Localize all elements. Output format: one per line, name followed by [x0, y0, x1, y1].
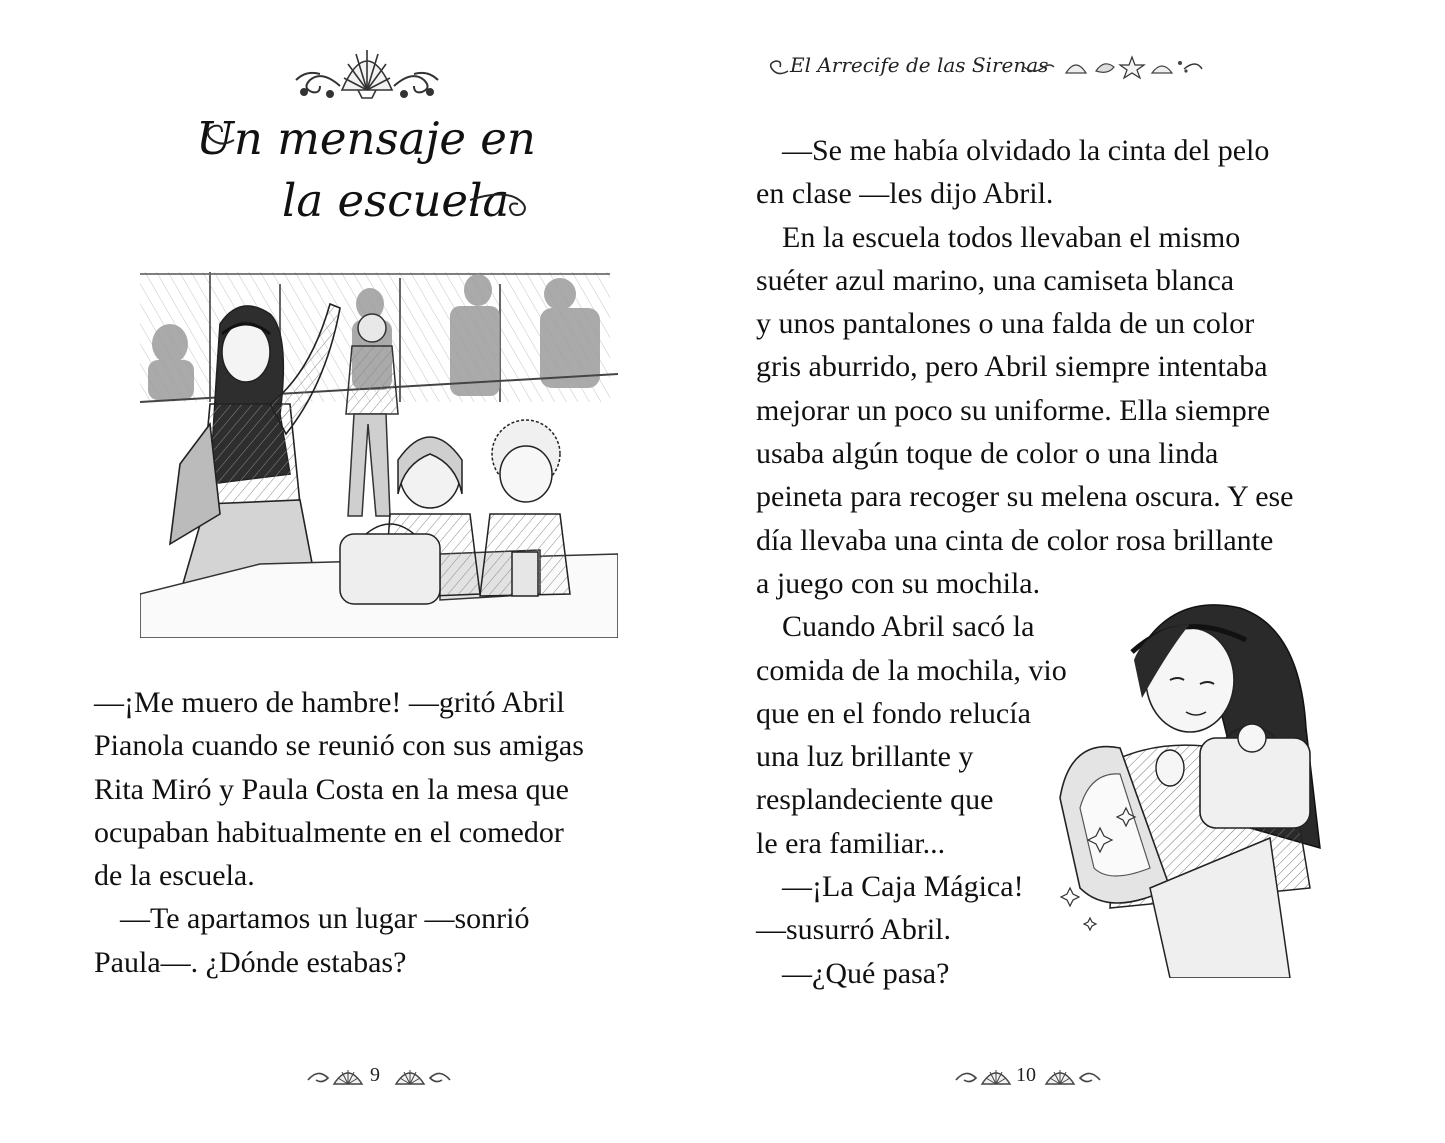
running-header	[762, 53, 1382, 83]
chapter-title	[196, 108, 596, 232]
running-header-title: El Arrecife de las Sirenas	[790, 53, 1049, 77]
text-line: mejorar un poco su uniforme. Ella siempre	[756, 393, 1271, 427]
shell-folio-ornament-icon	[304, 1064, 366, 1088]
text-line: peineta para recoger su melena oscura. Y ese	[756, 480, 1294, 514]
text-line: le era familiar...	[756, 826, 946, 860]
text-line: suéter azul marino, una camiseta blanca	[756, 263, 1235, 297]
text-line: Cuando Abril sacó la	[782, 610, 1035, 644]
left-page-body-text	[94, 681, 654, 984]
seashells-starfish-ornament-icon	[1024, 53, 1204, 81]
text-line: que en el fondo relucía	[756, 696, 1031, 730]
text-line: —¿Qué pasa?	[782, 956, 950, 990]
text-line: a juego con su mochila.	[756, 566, 1041, 600]
girl-with-lunchbox-illustration	[1050, 588, 1350, 978]
cafeteria-scene-illustration	[140, 264, 618, 638]
page-number: 9	[370, 1064, 380, 1086]
text-line: usaba algún toque de color o una linda	[756, 437, 1219, 471]
text-line: gris aburrido, pero Abril siempre intentaba	[756, 350, 1268, 384]
text-line: una luz brillante y	[756, 740, 974, 774]
header-swirl-left-icon	[766, 57, 790, 77]
page-number: 10	[1016, 1064, 1036, 1086]
title-flourish-left-icon	[200, 118, 236, 153]
left-page	[0, 0, 722, 1143]
text-line: —Te apartamos un lugar —sonrió	[120, 902, 530, 936]
text-line: Pianola cuando se reunió con sus amigas	[94, 729, 584, 763]
text-line: —¡La Caja Mágica!	[782, 870, 1024, 904]
text-line: En la escuela todos llevaban el mismo	[782, 220, 1241, 254]
shell-folio-ornament-icon	[952, 1064, 1014, 1088]
text-line: comida de la mochila, vio	[756, 653, 1067, 687]
text-line: —susurró Abril.	[756, 913, 951, 947]
text-line: y unos pantalones o una falda de un color	[756, 307, 1255, 341]
right-folio	[952, 1064, 1092, 1094]
left-folio	[304, 1064, 434, 1094]
text-line: ocupaban habitualmente en el comedor	[94, 815, 564, 849]
text-line: día llevaba una cinta de color rosa brillante	[756, 523, 1274, 557]
text-line: Rita Miró y Paula Costa en la mesa que	[94, 772, 569, 806]
shell-folio-ornament-icon	[1042, 1064, 1104, 1088]
text-line: en clase —les dijo Abril.	[756, 177, 1054, 211]
chapter-title-line-1: Un mensaje en	[196, 112, 536, 165]
text-line: —¡Me muero de hambre! —gritó Abril	[94, 686, 565, 719]
shell-ornament-icon	[292, 40, 442, 102]
text-line: Paula—. ¿Dónde estabas?	[94, 945, 407, 979]
text-line: de la escuela.	[94, 859, 255, 893]
text-line: —Se me había olvidado la cinta del pelo	[782, 134, 1270, 167]
title-flourish-right-icon	[470, 180, 532, 225]
chapter-title-line-2: la escuela	[282, 174, 510, 227]
shell-folio-ornament-icon	[392, 1064, 454, 1088]
text-line: resplandeciente que	[756, 783, 994, 817]
